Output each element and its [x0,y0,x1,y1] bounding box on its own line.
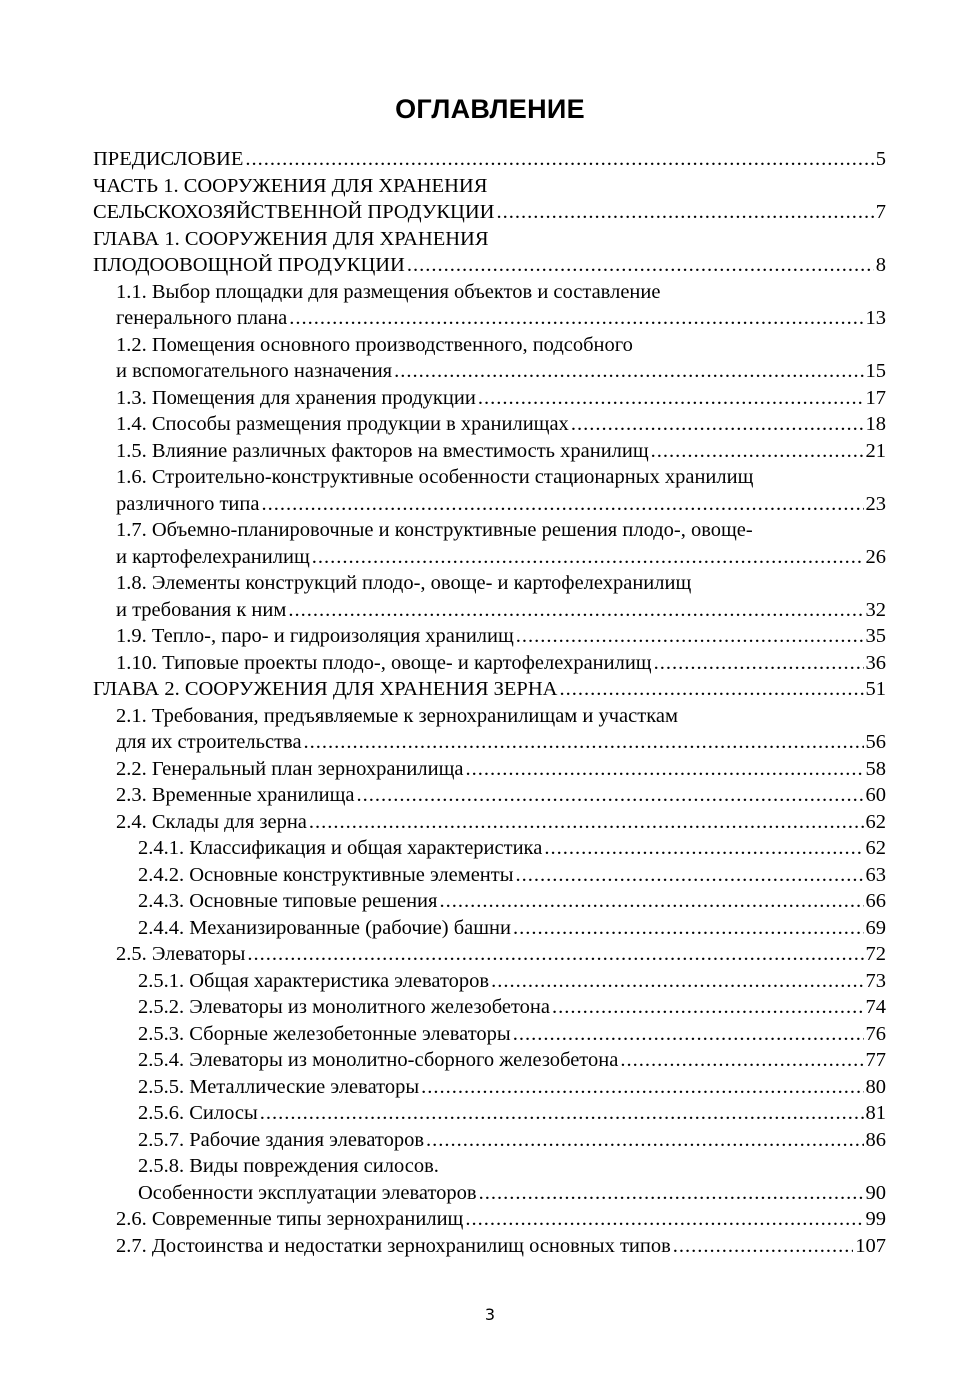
toc-entry-page: 60 [865,784,886,806]
toc-entry-title: и требования к ним [116,598,287,621]
toc-entry-title: 1.3. Помещения для хранения продукции [116,386,476,409]
toc-entry-title: 2.5.4. Элеваторы из монолитно-сборного железобетона [138,1049,619,1071]
toc-entry-title-line: 1.1. Выбор площадки для размещения объектов и составление [116,280,661,303]
toc-entry-title: различного типа [116,492,260,515]
toc-entry [93,173,886,226]
toc-entry-page: 35 [865,625,886,647]
toc-entry-line [138,1100,886,1127]
toc-entry [93,915,886,942]
toc-entry-title-line: ЧАСТЬ 1. СООРУЖЕНИЯ ДЛЯ ХРАНЕНИЯ [93,174,488,197]
dot-leader [421,1074,863,1101]
toc-entry-line [138,1021,886,1048]
dot-leader [245,146,873,173]
dot-leader [312,544,864,571]
toc-entry [93,226,886,279]
toc-entry-page: 72 [865,943,886,965]
toc-entry-title: 2.4.1. Классификация и общая характеристика [138,837,543,859]
dot-leader [544,835,863,862]
toc-entry-page: 90 [865,1181,886,1204]
toc-entry-line [116,809,886,836]
toc-entry [93,146,886,173]
toc-entry-line [116,623,886,650]
dot-leader [465,1206,863,1233]
toc-entry-title-line: 1.7. Объемно-планировочные и конструктивные решения плодо-, овоще- [116,519,753,541]
toc-entry-page: 58 [865,757,886,780]
toc-entry-page: 23 [865,492,886,515]
toc-entry [93,623,886,650]
toc-entry-title-line: ГЛАВА 1. СООРУЖЕНИЯ ДЛЯ ХРАНЕНИЯ [93,227,489,250]
toc-entry-title: СЕЛЬСКОХОЗЯЙСТВЕННОЙ ПРОДУКЦИИ [93,201,495,223]
dot-leader [651,438,864,465]
toc-entry [93,279,886,332]
dot-leader [559,676,863,703]
dot-leader [309,809,864,836]
dot-leader [673,1233,853,1260]
toc-entry-title: генерального плана [116,307,288,329]
toc-entry-title-line: 2.1. Требования, предъявляемые к зернохранилищам и участкам [116,704,678,727]
dot-leader [491,968,863,995]
toc-entry-page: 81 [865,1102,886,1124]
dot-leader [496,199,873,226]
toc-entry-title: 2.2. Генеральный план зернохранилища [116,757,464,780]
toc-entry-page: 86 [865,1128,886,1151]
toc-entry [93,517,886,570]
dot-leader [478,385,864,412]
page-title: ОГЛАВЛЕНИЕ [395,94,585,124]
toc-entry-page: 26 [865,545,886,568]
toc-entry-title-line: 1.8. Элементы конструкций плодо-, овоще- и картофелехранилищ [116,572,692,594]
toc-entry-title-line: 1.2. Помещения основного производственного, подсобного [116,333,633,356]
toc-entry-line [138,1127,886,1154]
toc-entry-title: 2.6. Современные типы зернохранилищ [116,1208,464,1230]
toc-entry-title: ПЛОДООВОЩНОЙ ПРОДУКЦИИ [93,254,405,276]
toc-entry-line [93,146,886,173]
toc-entry [93,994,886,1021]
toc-entry-line [116,305,886,332]
toc-entry [93,782,886,809]
toc-entry-line [138,888,886,915]
dot-leader [247,941,863,968]
toc-entry [93,650,886,677]
toc-entry-line [138,1180,886,1207]
toc-entry-line [116,491,886,518]
toc-entry-page: 73 [865,969,886,992]
toc-entry-title: 2.5.5. Металлические элеваторы [138,1075,420,1098]
toc-entry-title: и вспомогательного назначения [116,360,393,382]
toc-entry [93,676,886,703]
toc-entry [93,809,886,836]
toc-entry-page: 77 [865,1049,886,1071]
toc-entry-page: 76 [865,1022,886,1045]
toc-entry-page: 15 [865,360,886,382]
toc-entry [93,464,886,517]
toc-entry-line [93,676,886,703]
toc-entry-line [116,756,886,783]
toc-entry-line [138,915,886,942]
toc-entry-page: 74 [865,996,886,1018]
page-number: 3 [484,1305,496,1324]
toc-entry-title: 2.5. Элеваторы [116,943,246,965]
dot-leader [289,305,863,332]
toc-entry-page: 5 [875,148,886,170]
toc-entry-line [116,941,886,968]
toc-entry [93,1233,886,1260]
toc-entry-line [116,1206,886,1233]
dot-leader [304,729,864,756]
toc-entry-line [138,994,886,1021]
toc-entry-title-line: 2.5.8. Виды повреждения силосов. [138,1155,439,1177]
toc-entry [93,1100,886,1127]
toc-entry-title: для их строительства [116,731,302,753]
toc-entry-title: 1.10. Типовые проекты плодо-, овоще- и картофелехранилищ [116,651,652,674]
dot-leader [620,1047,863,1074]
table-of-contents [93,146,886,1259]
dot-leader [516,862,864,889]
toc-entry [93,1153,886,1206]
toc-entry-page: 80 [865,1075,886,1098]
toc-entry-title: 2.4.4. Механизированные (рабочие) башни [138,916,511,939]
toc-entry [93,1127,886,1154]
toc-entry-page: 36 [865,651,886,674]
toc-entry-page: 62 [865,837,886,859]
toc-entry-title: 2.5.6. Силосы [138,1102,258,1124]
toc-entry [93,411,886,438]
toc-entry-line [138,862,886,889]
dot-leader [479,1180,864,1207]
toc-entry [93,438,886,465]
toc-entry [93,1206,886,1233]
toc-entry [93,570,886,623]
toc-entry-line [138,1074,886,1101]
dot-leader [439,888,863,915]
toc-entry-page: 66 [865,890,886,912]
dot-leader [288,597,863,624]
toc-entry-line [138,1047,886,1074]
toc-entry-page: 63 [865,863,886,886]
toc-entry-line [116,358,886,385]
dot-leader [513,915,864,942]
toc-entry-page: 18 [865,413,886,435]
toc-entry-title: 1.9. Тепло-, паро- и гидроизоляция хранилищ [116,625,514,647]
toc-entry-page: 8 [875,254,886,276]
toc-entry-title: и картофелехранилищ [116,545,310,568]
toc-entry-line [116,411,886,438]
dot-leader [516,623,864,650]
toc-entry [93,1074,886,1101]
dot-leader [552,994,864,1021]
toc-entry-title: 2.5.3. Сборные железобетонные элеваторы [138,1022,511,1045]
toc-entry-page: 69 [865,916,886,939]
toc-entry-title: 2.7. Достоинства и недостатки зернохранилищ основных типов [116,1234,671,1257]
toc-entry-page: 107 [855,1234,886,1257]
toc-entry [93,888,886,915]
toc-entry-line [116,438,886,465]
toc-entry-title: Особенности эксплуатации элеваторов [138,1181,477,1204]
toc-entry-page: 32 [865,598,886,621]
dot-leader [654,650,864,677]
toc-entry-title: 2.5.1. Общая характеристика элеваторов [138,969,490,992]
toc-entry-title: 2.5.2. Элеваторы из монолитного железобетона [138,996,550,1018]
dot-leader [261,491,863,518]
toc-entry [93,835,886,862]
toc-entry-title: 2.4. Склады для зерна [116,810,307,833]
toc-entry-title: 2.5.7. Рабочие здания элеваторов [138,1128,425,1151]
toc-entry-line [93,199,886,226]
toc-entry-page: 13 [865,307,886,329]
toc-entry [93,968,886,995]
toc-entry-line [116,650,886,677]
toc-entry-title: 2.3. Временные хранилища [116,784,355,806]
dot-leader [571,411,864,438]
toc-entry-page: 7 [875,201,886,223]
toc-entry-title-line: 1.6. Строительно-конструктивные особенности стационарных хранилищ [116,466,754,488]
dot-leader [513,1021,864,1048]
toc-entry-title: 2.4.2. Основные конструктивные элементы [138,863,514,886]
toc-entry-title: 2.4.3. Основные типовые решения [138,890,438,912]
dot-leader [426,1127,863,1154]
toc-entry-page: 17 [865,386,886,409]
toc-entry [93,862,886,889]
toc-entry-page: 99 [865,1208,886,1230]
toc-entry-line [116,544,886,571]
dot-leader [465,756,863,783]
toc-entry [93,756,886,783]
toc-entry-line [116,729,886,756]
toc-entry-title: 1.5. Влияние различных факторов на вместимость хранилищ [116,439,649,462]
toc-entry-line [116,1233,886,1260]
toc-entry [93,703,886,756]
toc-entry-line [116,597,886,624]
dot-leader [407,252,874,279]
dot-leader [357,782,864,809]
toc-entry [93,385,886,412]
toc-entry [93,1047,886,1074]
toc-entry-line [138,835,886,862]
toc-entry [93,1021,886,1048]
toc-entry-title: 1.4. Способы размещения продукции в хранилищах [116,413,569,435]
toc-entry [93,941,886,968]
dot-leader [394,358,863,385]
toc-entry-line [93,252,886,279]
toc-entry-page: 56 [865,731,886,753]
toc-entry-line [116,782,886,809]
toc-entry [93,332,886,385]
toc-entry-title: ПРЕДИСЛОВИЕ [93,148,244,170]
toc-entry-line [116,385,886,412]
toc-entry-page: 62 [865,810,886,833]
toc-entry-title: ГЛАВА 2. СООРУЖЕНИЯ ДЛЯ ХРАНЕНИЯ ЗЕРНА [93,678,558,700]
toc-entry-page: 51 [865,678,886,700]
dot-leader [260,1100,864,1127]
toc-entry-line [138,968,886,995]
toc-entry-page: 21 [865,439,886,462]
